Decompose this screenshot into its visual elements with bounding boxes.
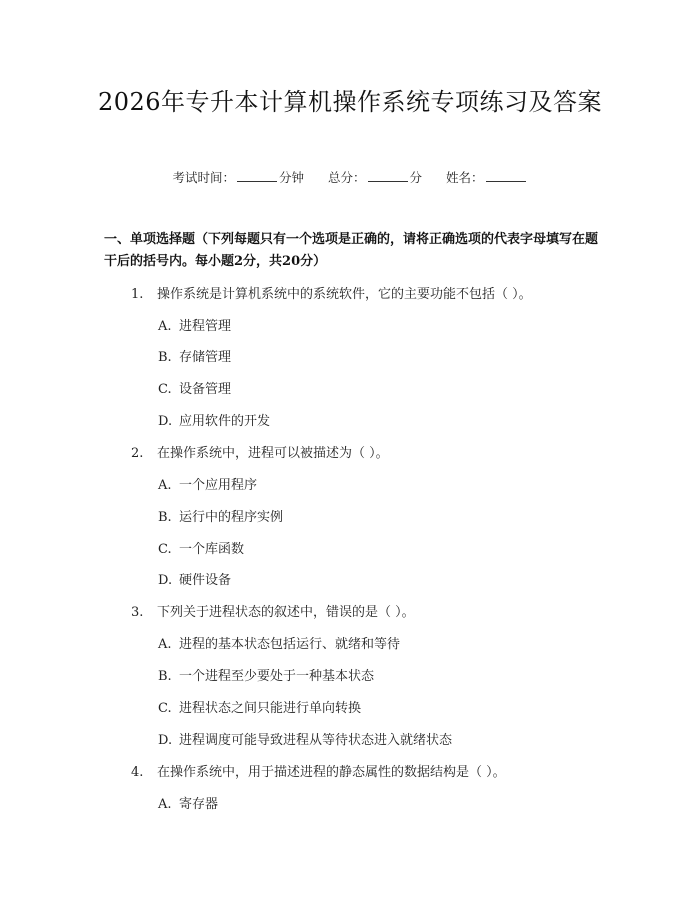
- option-text: 应用软件的开发: [179, 414, 271, 429]
- option-letter: D.: [158, 414, 173, 429]
- question-2-option-d: [158, 569, 231, 588]
- question-3-option-b: [158, 665, 374, 684]
- option-text: 进程的基本状态包括运行、就绪和等待: [179, 637, 401, 652]
- question-2-option-c: [158, 538, 244, 557]
- name-field: [446, 170, 528, 185]
- name-blank: [486, 170, 526, 182]
- question-2-option-b: [158, 506, 283, 525]
- option-letter: A.: [158, 478, 172, 493]
- question-text: 下列关于进程状态的叙述中，错误的是（ ）。: [157, 605, 415, 620]
- exam-time-label: 考试时间：: [172, 170, 235, 185]
- question-4-option-a: [158, 793, 218, 812]
- option-letter: A.: [158, 797, 172, 812]
- exam-time-blank: [237, 170, 277, 182]
- option-letter: C.: [158, 542, 172, 557]
- question-1-option-d: [158, 410, 270, 429]
- section-heading: 一、单项选择题（下列每题只有一个选项是正确的，请将正确选项的代表字母填写在题干后的括号内。每小题2分，共20分）: [104, 232, 599, 269]
- option-letter: B.: [158, 669, 172, 684]
- question-text: 在操作系统中，进程可以被描述为（ ）。: [157, 446, 389, 461]
- option-letter: A.: [158, 319, 172, 334]
- question-number: 2.: [131, 446, 144, 461]
- question-text: 操作系统是计算机系统中的系统软件，它的主要功能不包括（ ）。: [157, 287, 532, 302]
- option-text: 寄存器: [179, 797, 219, 812]
- question-text: 在操作系统中，用于描述进程的静态属性的数据结构是（ ）。: [157, 765, 506, 780]
- question-3: [131, 601, 415, 620]
- option-text: 一个库函数: [179, 542, 245, 557]
- question-3-option-d: [158, 729, 452, 748]
- option-letter: D.: [158, 573, 173, 588]
- option-letter: B.: [158, 510, 172, 525]
- option-letter: A.: [158, 637, 172, 652]
- question-number: 4.: [131, 765, 144, 780]
- document-title: 2026年专升本计算机操作系统专项练习及答案: [97, 88, 603, 116]
- option-text: 设备管理: [179, 382, 232, 397]
- exam-time-unit: 分钟: [278, 170, 304, 185]
- total-score-label: 总分：: [327, 170, 366, 185]
- name-label: 姓名：: [446, 170, 484, 185]
- option-text: 一个应用程序: [179, 478, 258, 493]
- exam-time-field: [172, 170, 304, 185]
- exam-info-line: [0, 168, 700, 186]
- option-text: 进程管理: [179, 319, 232, 334]
- option-letter: D.: [158, 733, 173, 748]
- total-score-unit: 分: [409, 170, 423, 185]
- option-letter: B.: [158, 350, 172, 365]
- question-number: 3.: [131, 605, 144, 620]
- question-3-option-a: [158, 633, 400, 652]
- option-text: 存储管理: [179, 350, 232, 365]
- option-text: 进程调度可能导致进程从等待状态进入就绪状态: [179, 733, 453, 748]
- question-2-option-a: [158, 474, 257, 493]
- question-1: [131, 283, 532, 302]
- question-number: 1.: [131, 287, 144, 302]
- question-1-option-a: [158, 315, 231, 334]
- option-text: 运行中的程序实例: [179, 510, 284, 525]
- option-text: 一个进程至少要处于一种基本状态: [179, 669, 375, 684]
- question-3-option-c: [158, 697, 361, 716]
- option-text: 硬件设备: [179, 573, 232, 588]
- option-letter: C.: [158, 701, 172, 716]
- question-4: [131, 761, 506, 780]
- question-2: [131, 442, 389, 461]
- option-text: 进程状态之间只能进行单向转换: [179, 701, 362, 716]
- total-score-blank: [368, 170, 408, 182]
- option-letter: C.: [158, 382, 172, 397]
- question-1-option-c: [158, 378, 231, 397]
- question-1-option-b: [158, 346, 231, 365]
- total-score-field: [328, 170, 422, 185]
